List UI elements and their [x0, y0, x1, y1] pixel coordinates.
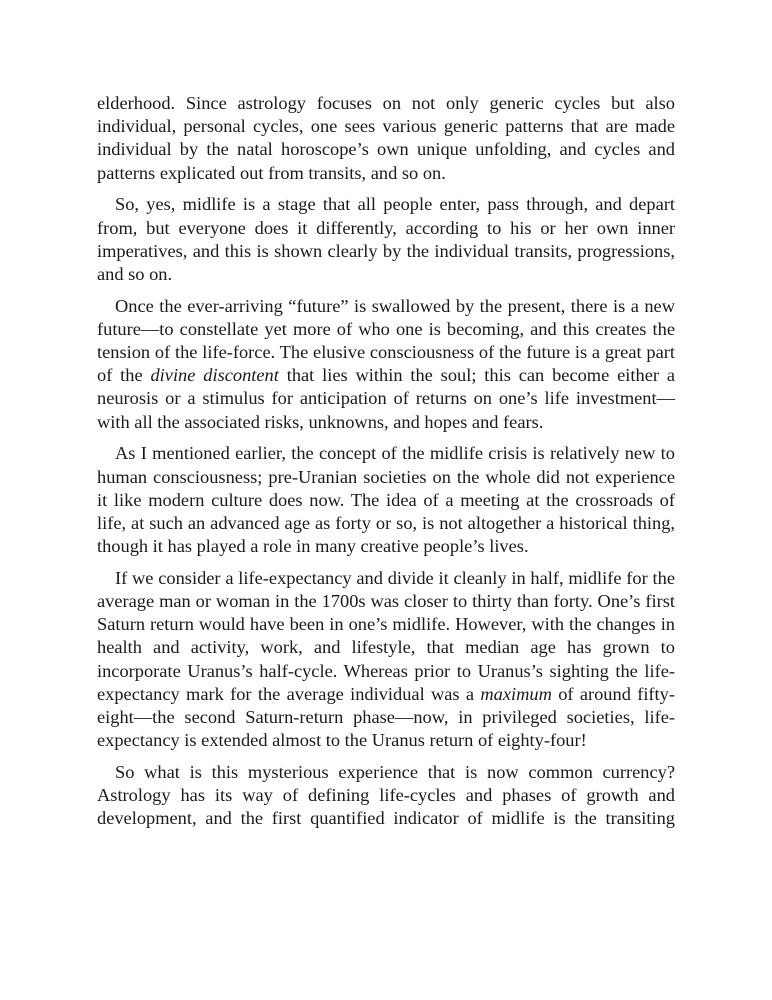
paragraph-5-text-b: of around fifty-eight—the second Saturn-return phase—now, in privileged societies, life-expectancy is extended almost to the Uranus return of eighty-four!	[97, 683, 675, 751]
paragraph-3-text-b: that lies within the soul; this can become either a neurosis or a stimulus for anticipation of returns on one’s life investment—with all the associated risks, unknowns, and hopes and fears.	[97, 365, 675, 432]
emphasis-divine-discontent: divine discontent	[150, 365, 279, 386]
emphasis-maximum: maximum	[480, 683, 552, 704]
paragraph-5	[97, 567, 675, 753]
paragraph-1: elderhood. Since astrology focuses on not only generic cycles but also individual, personal cycles, one sees various generic patterns that are made individual by the natal horoscope’s own unique unfolding, and cycles and patterns explicated out from transits, and so on.	[97, 93, 675, 183]
paragraph-6: So what is this mysterious experience that is now common currency? Astrology has its way of defining life-cycles and phases of growth and development, and the first quantified indicator of midlife is the transiting	[97, 761, 675, 829]
body-text	[97, 92, 675, 831]
paragraph-4: As I mentioned earlier, the concept of the midlife crisis is relatively new to human consciousness; pre-Uranian societies on the whole did not experience it like modern culture does now. The idea of a meeting at the crossroads of life, at such an advanced age as forty or so, is not altogether a historical thing, though it has played a role in many creative people’s lives.	[97, 443, 675, 557]
paragraph-3-text-a: Once the ever-arriving “future” is swallowed by the present, there is a new future—to constellate yet more of who one is becoming, and this creates the tension of the life-force. The elusive consciousness of the future is a great part of the	[97, 295, 675, 386]
paragraph-2: So, yes, midlife is a stage that all people enter, pass through, and depart from, but everyone does it differently, according to his or her own inner imperatives, and this is shown clearly by the individual transits, progressions, and so on.	[97, 194, 675, 284]
paragraph-3	[97, 295, 675, 434]
paragraph-5-text-a: If we consider a life-expectancy and divide it cleanly in half, midlife for the average man or woman in the 1700s was closer to thirty than forty. One’s first Saturn return would have been in one’s midlife. However, with the changes in health and activity, work, and lifestyle, that median age has grown to incorporate Uranus’s half-cycle. Whereas prior to Uranus’s sighting the life-expectancy mark for the average individual was a	[97, 567, 675, 704]
